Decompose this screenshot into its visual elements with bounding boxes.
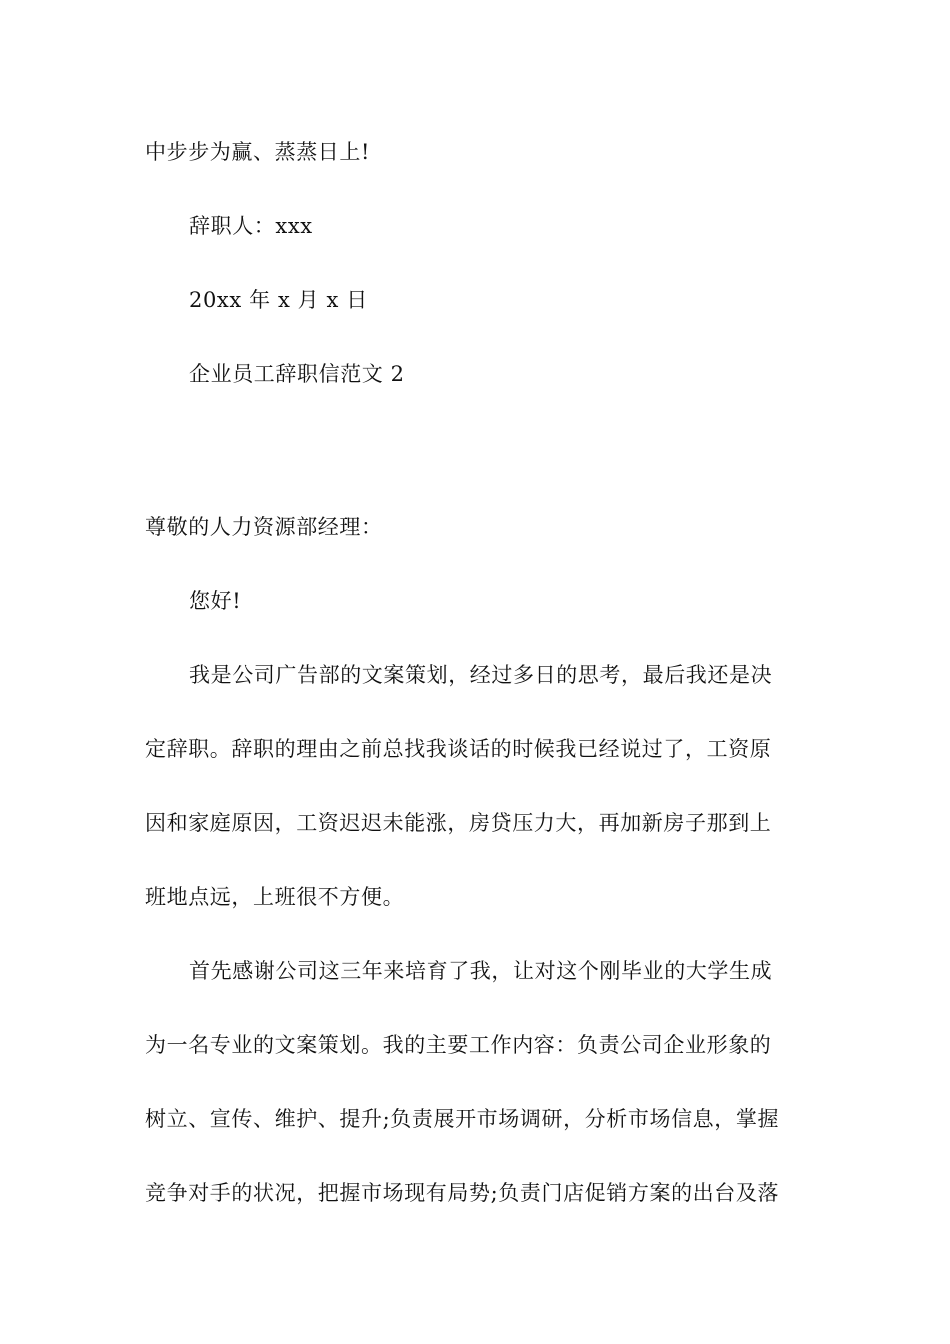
paragraph-line: 竞争对手的状况，把握市场现有局势;负责门店促销方案的出台及落: [145, 1181, 780, 1205]
section-title: 企业员工辞职信范文 2: [189, 362, 405, 386]
date-line: 20xx 年 x 月 x 日: [189, 288, 368, 312]
paragraph-line: 因和家庭原因，工资迟迟未能涨，房贷压力大，再加新房子那到上: [145, 811, 772, 835]
salutation: 尊敬的人力资源部经理：: [145, 515, 383, 539]
paragraph-line: 班地点远，上班很不方便。: [145, 885, 405, 909]
closing-wish-line: 中步步为赢、蒸蒸日上!: [145, 140, 371, 164]
signature-line: 辞职人：xxx: [189, 214, 313, 238]
paragraph-line: 树立、宣传、维护、提升;负责展开市场调研，分析市场信息，掌握: [145, 1107, 780, 1131]
paragraph-line: 定辞职。辞职的理由之前总找我谈话的时候我已经说过了，工资原: [145, 737, 772, 761]
paragraph-line: 首先感谢公司这三年来培育了我，让对这个刚毕业的大学生成: [189, 959, 773, 983]
greeting: 您好!: [189, 589, 242, 613]
paragraph-line: 为一名专业的文案策划。我的主要工作内容：负责公司企业形象的: [145, 1033, 772, 1057]
paragraph-line: 我是公司广告部的文案策划，经过多日的思考，最后我还是决: [189, 663, 773, 687]
